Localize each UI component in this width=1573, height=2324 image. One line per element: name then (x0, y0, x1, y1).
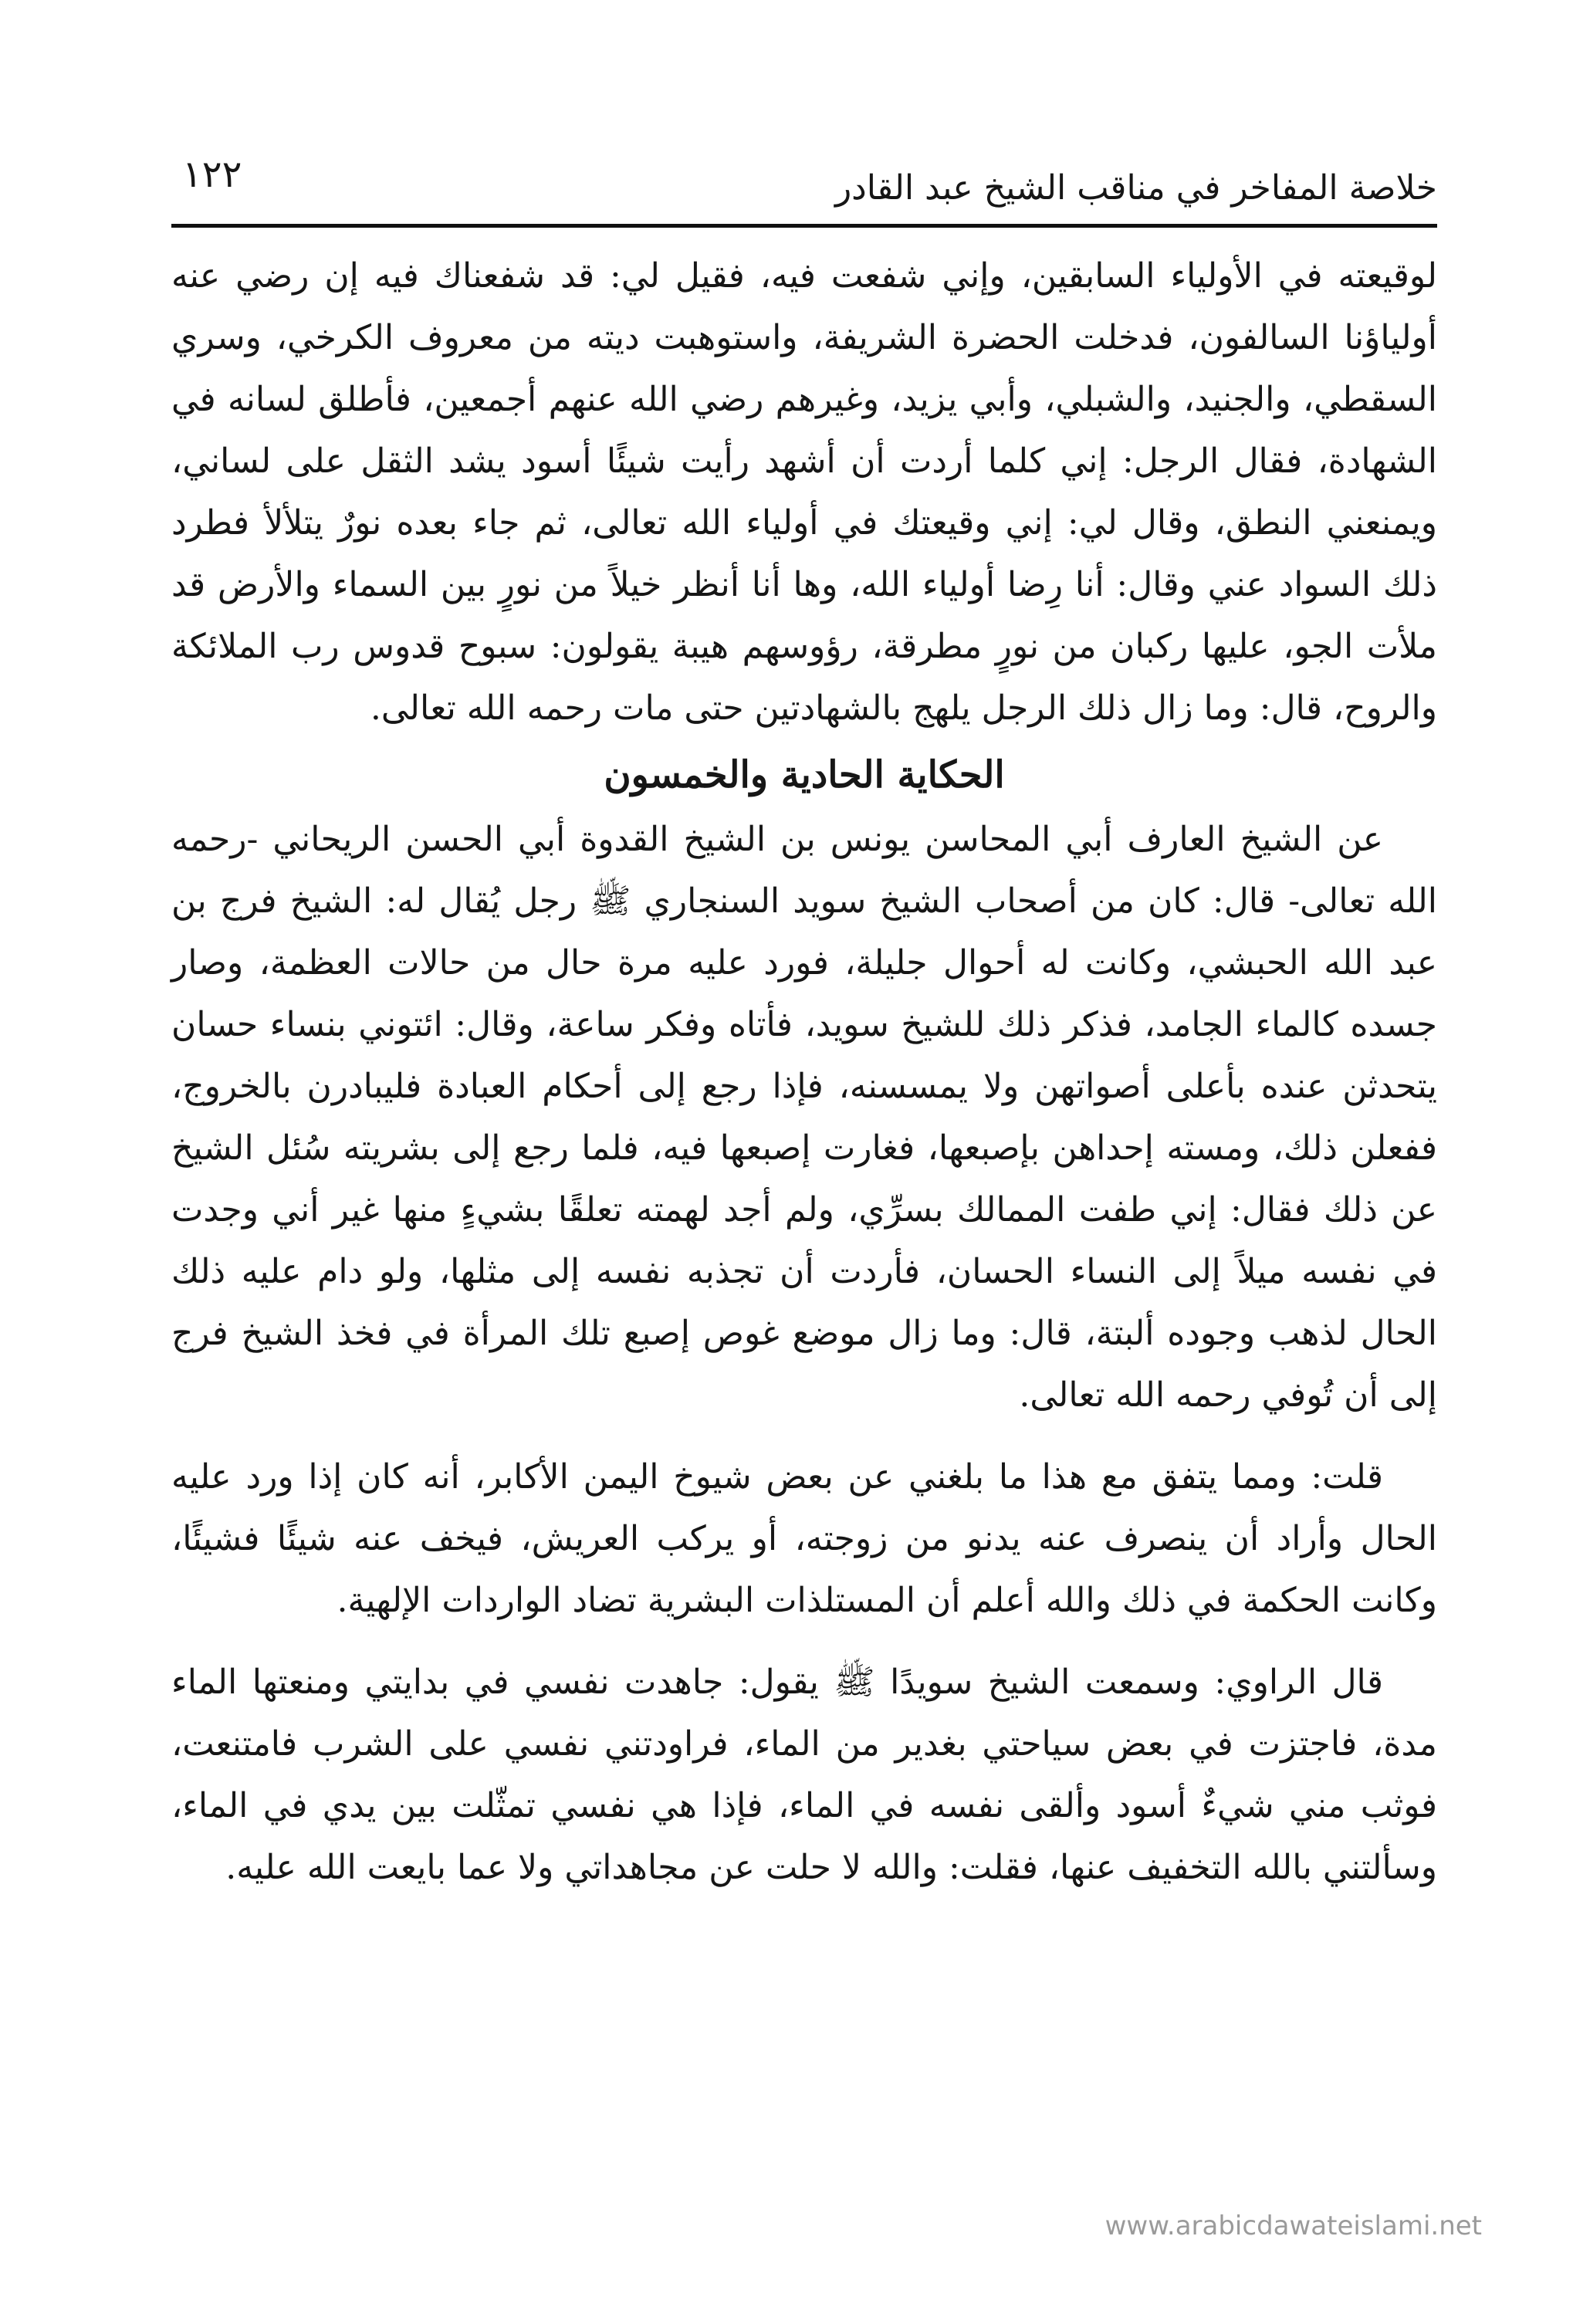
running-header-title: خلاصة المفاخر في مناقب الشيخ عبد القادر (834, 168, 1437, 208)
paragraph-2: عن الشيخ العارف أبي المحاسن يونس بن الشيخ القدوة أبي الحسن الريحاني -رحمه الله تعالى- قال: كان من أصحاب الشيخ سويد السنجاري ﷺ رجل يُقال له: الشيخ فرج بن عبد الله الحبشي، وكانت له أحوال جليلة، فورد عليه مرة حال من حالات العظمة، وصار جسده كالماء الجامد، فذكر ذلك للشيخ سويد، فأتاه وفكر ساعة، وقال: ائتوني بنساء حسان يتحدثن عنده بأعلى أصواتهن ولا يمسسنه، فإذا رجع إلى أحكام العبادة فليبادرن بالخروج، ففعلن ذلك، ومسته إحداهن بإصبعها، فغارت إصبعها فيه، فلما رجع إلى بشريته سُئل الشيخ عن ذلك فقال: إني طفت الممالك بسرِّي، ولم أجد لهمته تعلقًا بشيءٍ منها غير أني وجدت في نفسه ميلاً إلى النساء الحسان، فأردت أن تجذبه نفسه إلى مثلها، ولو دام عليه ذلك الحال لذهب وجوده ألبتة، قال: وما زال موضع غوص إصبع تلك المرأة في فخذ الشيخ فرج إلى أن تُوفي رحمه الله تعالى. (171, 820, 1438, 1415)
paragraph-4: قال الراوي: وسمعت الشيخ سويدًا ﷺ يقول: جاهدت نفسي في بدايتي ومنعتها الماء مدة، فاجتزت في بعض سياحتي بغدير من الماء، فراودتني نفسي على الشرب فامتنعت، فوثب مني شيءٌ أسود وألقى نفسه في الماء، فإذا هي نفسي تمثّلت بين يدي في الماء، وسألتني بالله التخفيف عنها، فقلت: والله لا حلت عن مجاهداتي ولا عما بايعت الله عليه. (171, 1663, 1437, 1887)
header-divider (171, 224, 1437, 228)
paragraph-1: لوقيعته في الأولياء السابقين، وإني شفعت فيه، فقيل لي: قد شفعناك فيه إن رضي عنه أولياؤنا السالفون، فدخلت الحضرة الشريفة، واستوهبت ديته من معروف الكرخي، وسري السقطي، والجنيد، والشبلي، وأبي يزيد، وغيرهم رضي الله عنهم أجمعين، فأطلق لسانه في الشهادة، فقال الرجل: إني كلما أردت أن أشهد رأيت شيئًا أسود يشد الثقل على لساني، ويمنعني النطق، وقال لي: إني وقيعتك في أولياء الله تعالى، ثم جاء بعده نورٌ يتلألأ فطرد ذلك السواد عني وقال: أنا رِضا أولياء الله، وها أنا أنظر خيلاً من نورٍ بين السماء والأرض قد ملأت الجو، عليها ركبان من نورٍ مطرقة، رؤوسهم هيبة يقولون: سبوح قدوس رب الملائكة والروح، قال: وما زال ذلك الرجل يلهج بالشهادتين حتى مات رحمه الله تعالى. (171, 256, 1437, 728)
running-header (171, 151, 1437, 222)
body-text (171, 245, 1437, 1899)
page-number: ١٢٢ (182, 153, 242, 196)
section-heading: الحكاية الحادية والخمسون (604, 753, 1005, 797)
paragraph-3: قلت: ومما يتفق مع هذا ما بلغني عن بعض شيوخ اليمن الأكابر، أنه كان إذا ورد عليه الحال وأراد أن ينصرف عنه يدنو من زوجته، أو يركب العريش، فيخف عنه شيئًا فشيئًا، وكانت الحكمة في ذلك والله أعلم أن المستلذات البشرية تضاد الواردات الإلهية. (171, 1457, 1437, 1620)
site-watermark: www.arabicdawateislami.net (1104, 2211, 1482, 2241)
